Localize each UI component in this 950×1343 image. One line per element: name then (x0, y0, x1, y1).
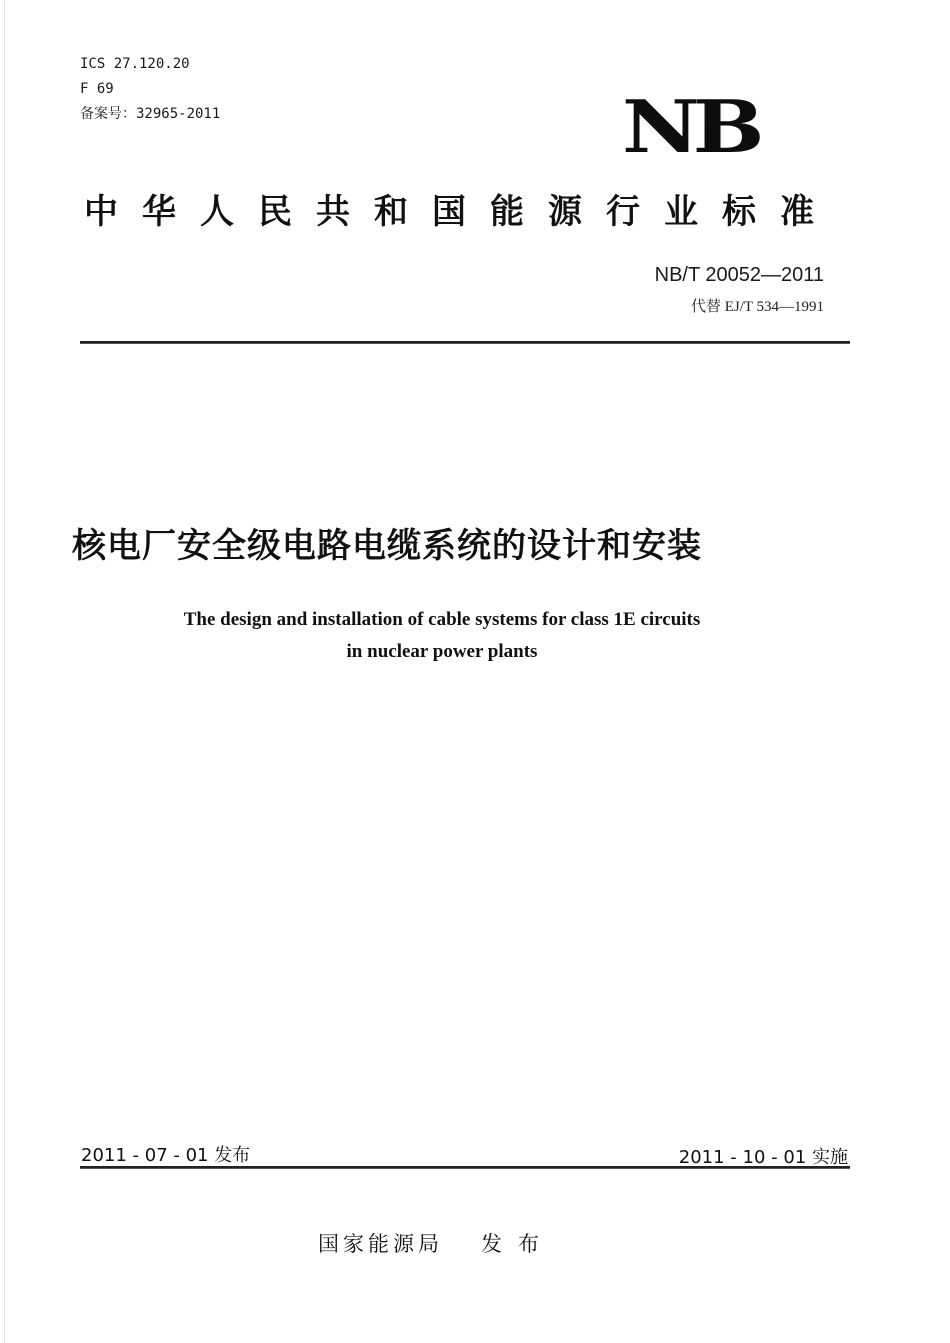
ics-code: ICS 27.120.20 (80, 56, 190, 72)
standard-code: NB/T 20052—2011 (654, 264, 824, 286)
publisher-action: 发布 (481, 1232, 555, 1256)
header-divider (80, 341, 850, 344)
nb-logo: NB (622, 84, 758, 169)
document-title-chinese: 核电厂安全级电路电缆系统的设计和安装 (72, 526, 702, 566)
replaces-standard: 代替 EJ/T 534—1991 (690, 299, 824, 315)
classification-block (80, 52, 220, 127)
issue-date: 2011 - 07 - 01 发布 (81, 1145, 251, 1166)
scan-edge (4, 0, 5, 1343)
english-title-line-1: The design and installation of cable systems for class 1E circuits (183, 609, 701, 630)
record-number: 备案号：32965-2011 (80, 106, 221, 122)
implementation-date: 2011 - 10 - 01 实施 (678, 1147, 848, 1168)
publisher-line (318, 1228, 555, 1258)
footer-divider (80, 1166, 850, 1169)
standard-category-title: 中华人民共和国能源行业标准 (84, 192, 838, 232)
publisher-name: 国家能源局 (318, 1232, 443, 1256)
english-title-line-2: in nuclear power plants (346, 641, 538, 662)
ccs-code: F 69 (80, 81, 114, 97)
document-title-english (0, 604, 884, 668)
